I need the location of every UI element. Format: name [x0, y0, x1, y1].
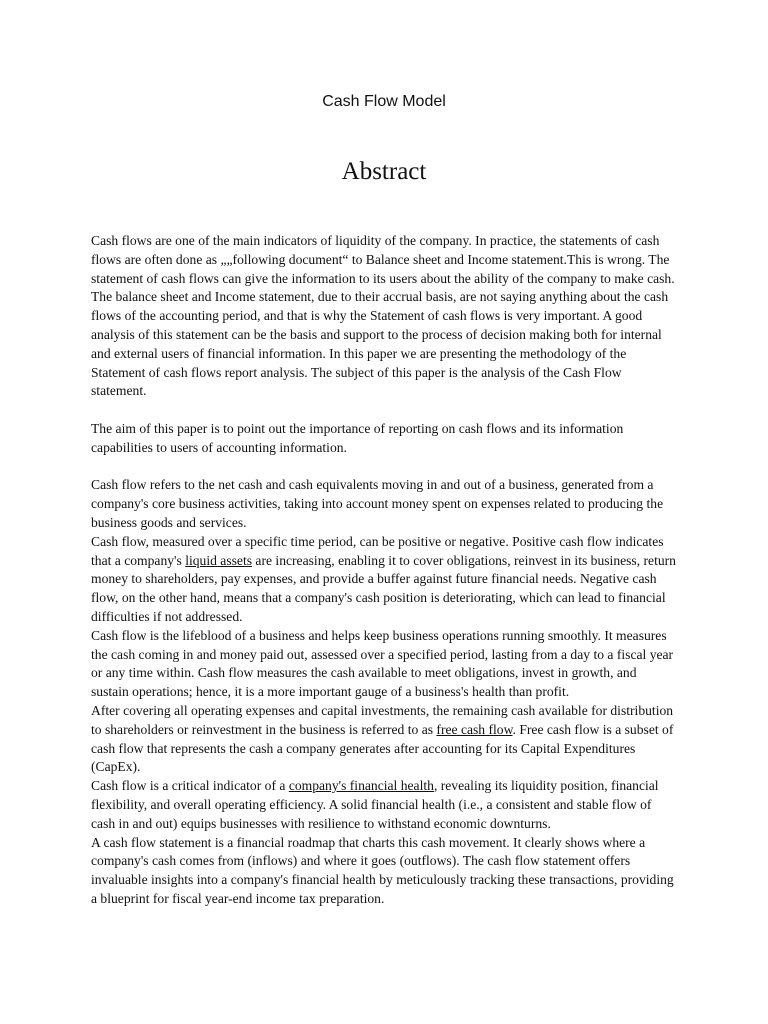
financial-health-link[interactable]: company's financial health: [288, 778, 434, 794]
paragraph-abstract: Cash flows are one of the main indicators of liquidity of the company. In practice, the statements of cash flows are often done as „„following document“ to Balance sheet and Income statement.This is wrong. The statement of cash flows can give the information to its users about the ability of the company to make cash. The balance sheet and Income statement, due to their accrual basis, are not saying anything about the cash flows of the accounting period, and that is why the Statement of cash flows is very important. A good analysis of this statement can be the basis and support to the process of decision making both for internal and external users of financial information. In this paper we are presenting the methodology of the Statement of cash flows report analysis. The subject of this paper is the analysis of the Cash Flow statement.: [91, 233, 675, 399]
document-header: Cash Flow Model: [322, 93, 446, 110]
paragraph-aim: The aim of this paper is to point out the importance of reporting on cash flows and its information capabilities to users of accounting information.: [91, 420, 624, 455]
free-cash-flow-link[interactable]: free cash flow: [436, 721, 513, 737]
paragraph-indicator: [91, 777, 677, 833]
document-body: [91, 232, 677, 909]
paragraph-text: After covering all operating expenses and capital investments, the remaining cash available for distribution to shareholders or reinvestment in the business is referred to as: [91, 702, 674, 737]
paragraph-text: Cash flow is a critical indicator of a: [91, 778, 289, 794]
paragraph-text: . Free cash flow is a subset of cash flow that represents the cash a company generates after accounting for its Capital Expenditures (CapEx).: [91, 721, 674, 775]
paragraph-text: , revealing its liquidity position, financial flexibility, and overall operating efficiency. A solid financial health (i.e., a consistent and stable flow of cash in and out) equips businesses with resilience to withstand economic downturns.: [91, 778, 659, 831]
paragraph-text: Cash flow, measured over a specific time period, can be positive or negative. Positive cash flow indicates that a company's: [91, 533, 664, 568]
paragraph-lifeblood: Cash flow is the lifeblood of a business and helps keep business operations running smoothly. It measures the cash coming in and money paid out, assessed over a specified period, lasting from a day to a fiscal year or any time within. Cash flow measures the cash available to meet obligations, invest in growth, and sustain operations; hence, it is a more important gauge of a business's health than profit.: [91, 627, 674, 700]
page-title: Abstract: [341, 158, 427, 185]
paragraph-positive-negative: [91, 533, 677, 627]
paragraph-text: are increasing, enabling it to cover obligations, reinvest in its business, return money to shareholders, pay expenses, and provide a buffer against future financial needs. Negative cash flow, on the other hand, means that a company's cash position is deteriorating, which can lead to financial difficulties if not addressed.: [91, 552, 676, 624]
paragraph-statement: A cash flow statement is a financial roadmap that charts this cash movement. It clearly shows where a company's cash comes from (inflows) and where it goes (outflows). The cash flow statement offers invaluable insights into a company's financial health by meticulously tracking these transactions, providing a blueprint for fiscal year-end income tax preparation.: [91, 834, 674, 906]
paragraph-definition: Cash flow refers to the net cash and cash equivalents moving in and out of a business, generated from a company's core business activities, taking into account money spent on expenses related to producing the business goods and services.: [91, 477, 664, 530]
liquid-assets-link[interactable]: liquid assets: [185, 552, 253, 568]
paragraph-free-cash-flow: [91, 702, 677, 777]
